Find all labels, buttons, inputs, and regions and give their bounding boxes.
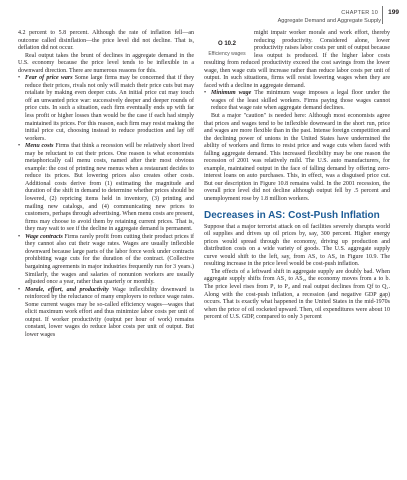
list-item [18,143,194,234]
term: Fear of price wars [25,75,73,82]
term: Morale, effort, and productivity [25,286,109,293]
running-header [278,6,399,25]
reasons-list [18,75,194,339]
term: Menu costs [25,143,54,150]
list-item-text: Wage inflexibility downward is reinforced by the reluctance of many employers to reduce wage rates. Some current wages may be so-called efficiency wages—wages that elicit maximum work effort and thus minimize labor costs per unit of output. If worker productivity (output per hour of work) remains constant, lower wages do reduce labor costs per unit of output. But lower wages [25,286,194,338]
list-item-text: Firms rarely profit from cutting their product prices if they cannot also cut their wage rates. Wages are usually inflexible downward because large parts of the labor force work under contracts prohibiting wage cuts for the duration of the contract. (Collective bargaining agreements in major industries frequently run for 3 years.) Similarly, the wages and salaries of nonunion workers are usually adjusted once a year, rather than quarterly or monthly. [25,233,194,286]
list-item-text: Some large firms may be concerned that if they reduce their prices, rivals not only will match their price cuts but may retaliate by making even deeper cuts. An initial price cut may touch off an unwanted price war: successively deeper and deeper rounds of price cuts. In such a situation, each firm eventually ends up with far less profit or higher losses than would be the case if each had simply maintained its prices. For this reason, each firm may resist making the initial price cut, choosing instead to reduce production and lay off workers. [25,75,195,142]
paragraph: 4.2 percent to 5.8 percent. Although the rate of inflation fell—an outcome called disinflation—the price level did not decline. That is, deflation did not occur. [18,30,194,52]
left-column [18,30,194,339]
paragraph: But a major "caution" is needed here: Although most economists agree that prices and wages tend to be inflexible downward in the short run, price and wages are more flexible than in the past. Intense foreign competition and the declining power of unions in the United States have undermined the ability of workers and firms to resist price and wage cuts when faced with falling aggregate demand. This increased flexibility may be one reason the recession of 2001 was relatively mild. The U.S. auto manufacturers, for example, maintained output in the face of falling demand by offering zero-interest loans on auto purchases. This, in effect, was a disguised price cut. But our description in Figure 10.8 remains valid. In the 2001 recession, the overall price level did not decline although output fell by .5 percent and unemployment rose by 1.8 million workers. [204,113,390,203]
objective-label: Efficiency wages [208,50,246,57]
paragraph: might impair worker morale and work effort, thereby reducing productivity. Considered alone, lower productivity raises labor costs per unit of output because less output is produced. If the higher labor costs resulting from reduced productivity exceed the cost savings from the lower wage, then wage cuts will increase rather than reduce labor costs per unit of output. In such situations, firms will resist lowering wages when they are faced with a decline in aggregate demand. [204,30,390,89]
right-column [204,30,390,322]
paragraph: The effects of a leftward shift in aggregate supply are doubly bad. When aggregate supply shifts from AS₁ to AS₂, the economy moves from a to b. The price level rises from P₁ to P₂ and real output declines from Qf to Q₁. Along with the cost-push inflation, a recession (and negative GDP gap) occurs. That is exactly what happened in the United States in the mid-1970s when the price of oil rocketed upward. Then, oil expenditures were about 10 percent of U.S. GDP, compared to only 3 percent [204,268,390,321]
list-item [18,234,194,287]
list-item-text: The minimum wage imposes a legal floor under the wages of the least skilled workers. Firms paying those wages cannot reduce that wage rate when aggregate demand declines. [211,90,391,112]
section-heading: Decreases in AS: Cost-Push Inflation [204,209,380,221]
term: Minimum wage [211,90,252,97]
list-item [18,287,194,340]
list-item [18,75,194,143]
page-number: 199 [388,9,399,16]
list-item [204,90,390,113]
header-divider [382,6,383,24]
learning-objective-marker [204,31,250,58]
chapter-subtitle: Aggregate Demand and Aggregate Supply [277,18,381,24]
chapter-label: CHAPTER 10 [341,10,379,16]
list-item-text: Firms that think a recession will be relatively short lived may be reluctant to cut their prices. One reason is what economists metaphorically call menu costs, named after their most obvious example: the cost of printing new menus when a restaurant decides to reduce its prices. But lowering prices also creates other costs. Additional costs derive from (1) estimating the magnitude and duration of the shift in demand to determine whether prices should be lowered, (2) repricing items held in inventory, (3) printing and mailing new catalogs, and (4) communicating new prices to customers, perhaps through advertising. When menu costs are present, firms may choose to avoid them by retaining current prices. That is, they may wait to see if the decline in aggregate demand is permanent. [25,143,195,233]
reasons-list-cont [204,90,390,113]
paragraph: Real output takes the brunt of declines in aggregate demand in the U.S. economy because the price level tends to be inflexible in a downward direction. There are numerous reasons for this. [18,52,194,74]
objective-code: O 10.2 [217,41,236,47]
paragraph: Suppose that a major terrorist attack on oil facilities severely disrupts world oil supplies and drives up oil prices by, say, 300 percent. Higher energy prices would spread through the economy, driving up production and distribution costs on a wide variety of goods. The U.S. aggregate supply curve would shift to the left, say, from AS₁ to AS₂ in Figure 10.9. The resulting increase in the price level would be cost-push inflation. [204,223,390,268]
term: Wage contracts [25,233,63,240]
